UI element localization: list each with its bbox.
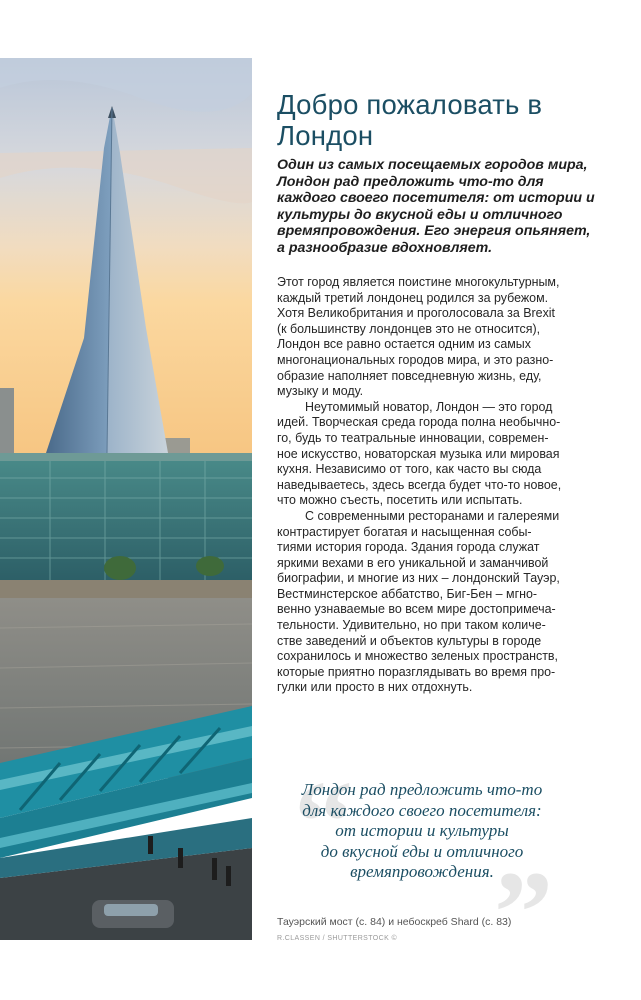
page-title: Добро пожаловать в Лондон [277,89,543,151]
body-paragraph [277,400,597,509]
cover-photo [0,58,252,940]
text-line: венно узнаваемые во всем мире достопримеча- [277,602,556,617]
photo-caption: Тауэрский мост (с. 84) и небоскреб Shard (с. 83) [277,916,512,928]
text-line: кухня. Независимо от того, как часто вы сюда [277,462,542,477]
text-line: идей. Творческая среда города полна необычно- [277,415,561,430]
text-line: контрастирует богатая и насыщенная собы- [277,524,532,539]
quote-line: от истории и культуры [335,821,509,840]
lead-paragraph: Один из самых посещаемых городов мира, Лондон рад предложить что-то для каждого своего посетителя: от истории и культуры до вкусной еды и отличного времяпровождения. Его энергия опьяняет, а разнообразие вдохновляет. [277,157,595,256]
text-line: (к большинству лондонцев это не относится), [277,321,541,336]
text-line: Хотя Великобритания и проголосовала за Brexit [277,306,556,321]
text-line: Вестминстерское аббатство, Биг-Бен – мгно- [277,586,538,601]
text-line: тельности. Удивительно, но при таком количе- [277,618,546,633]
text-line: многонациональных городов мира, и это разно- [277,352,554,367]
text-line: сохранилось и множество зеленых пространств, [277,649,558,664]
body-paragraph [277,509,597,696]
body-paragraph [277,275,597,400]
article-body [277,275,597,696]
quote-line: Лондон рад предложить что-то [301,780,543,799]
text-line: С современными ресторанами и галереями [305,508,560,523]
text-line: Неутомимый новатор, Лондон — это город [305,399,553,414]
text-line: тиями история города. Здания города служат [277,540,540,555]
text-line: образие наполняет повседневную жизнь, еду, [277,368,542,383]
pull-quote-text [262,756,582,887]
quote-line: до вкусной еды и отличного [320,841,524,861]
text-line: наведываетесь, здесь всегда будет что-то новое, [277,477,562,492]
text-line: каждый третий лондонец родился за рубежом. [277,290,549,305]
text-line: го, будь то театральные инновации, современ- [277,430,549,445]
shard-and-tower-bridge-image [0,58,252,940]
close-quote-mark-icon: ” [494,847,553,978]
text-line: Лондон все равно остается одним из самых [277,337,531,352]
text-line: стве заведений и объектов культуры в городе [277,633,542,648]
quote-line: времяпровождения. [350,862,494,881]
quote-line: для каждого своего посетителя: [302,800,542,820]
open-quote-mark-icon: “ [294,756,353,887]
text-line: яркими вехами в его уникальной и заманчивой [277,555,549,570]
text-line: музыку и моду. [277,384,364,399]
text-line: которые приятно поразглядывать во время про- [277,664,556,679]
text-line: ное искусство, новаторская музыка или мировая [277,446,560,461]
photo-credit: R.CLASSEN / SHUTTERSTOCK © [277,935,398,942]
text-line: гулки или просто в них отдохнуть. [277,680,473,695]
text-line: биографии, и многие из них – лондонский Тауэр, [277,571,560,586]
text-line: Этот город является поистине многокультурным, [277,275,560,289]
text-line: что можно съесть, посетить или испытать. [277,493,523,508]
